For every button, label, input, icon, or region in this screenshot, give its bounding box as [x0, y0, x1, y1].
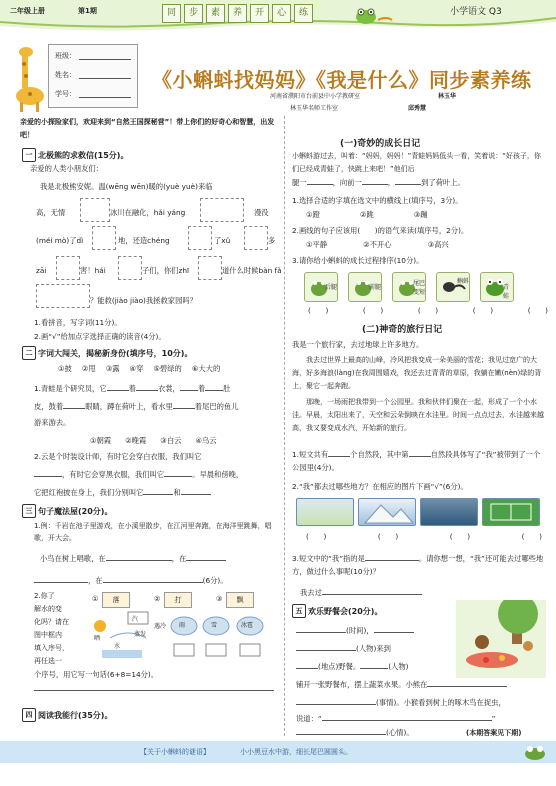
- cycle-word: 蒸发: [134, 631, 147, 638]
- fill-sentence: [296, 660, 456, 673]
- letter-text: 多: [268, 236, 276, 245]
- sentence-part: 3.短文中的“我”指的是: [292, 554, 365, 563]
- footer-riddle: 小小黑豆水中游，细长尾巴圆圆头。: [240, 748, 352, 756]
- sentence-part: (时间)，: [346, 626, 374, 635]
- order-blank[interactable]: ( ): [308, 306, 329, 315]
- section-1-header: [22, 148, 128, 162]
- letter-text: 子们，你们zhī: [142, 266, 189, 275]
- sentence-part: 和: [173, 488, 181, 497]
- word-options: [58, 362, 220, 375]
- pinyin-writing-box[interactable]: [118, 256, 142, 280]
- section-title: 北极熊的求救信(15分)。: [38, 150, 129, 160]
- letter-text: 地，还造chéng: [118, 236, 170, 245]
- question-line: 填入序号，: [34, 644, 69, 652]
- sentence-part: 衣裳，: [157, 384, 180, 393]
- word-option: ⑤碧绿的: [153, 364, 182, 373]
- question-text: 个序号，用它写一句话(6+8=14分)。: [34, 670, 159, 679]
- question-text: 2.“我”都去过哪些地方？在相应的图片下画“√”(6分)。: [292, 482, 468, 491]
- fill-sentence: [34, 400, 278, 413]
- sentence-part: 铺开一张野餐布，摆上蔬菜水果。小熊在: [296, 680, 428, 689]
- section-number: 三: [22, 504, 36, 518]
- cycle-label: 飘: [226, 592, 254, 608]
- answer-option[interactable]: ③高兴: [427, 240, 449, 249]
- question-line: 2.你了: [34, 592, 55, 600]
- check-blank[interactable]: ( ): [306, 532, 327, 541]
- question-text: [292, 448, 544, 474]
- frog-stage-card: [436, 272, 470, 302]
- question-text: 3.请你给小蝌蚪的成长过程排序(10分)。: [292, 256, 424, 265]
- answer-blank[interactable]: [362, 184, 388, 185]
- answer-blank[interactable]: [181, 494, 211, 495]
- answer-option[interactable]: ①平静: [306, 240, 328, 249]
- sentence-part: 小鸟在树上唱歌，在: [40, 554, 106, 563]
- banner-char: 开: [250, 4, 269, 23]
- pinyin-writing-box[interactable]: [198, 256, 222, 280]
- issue-label: 第1期: [78, 7, 97, 15]
- word-option: ④乌云: [195, 436, 217, 445]
- answer-blank[interactable]: [103, 582, 203, 583]
- sentence-part: 。请你想一想，“我”还可能去过哪些地方，做过什么事呢(10分)？: [292, 554, 544, 576]
- check-blank[interactable]: ( ): [521, 532, 542, 541]
- word-option: ⑥大大的: [191, 364, 221, 373]
- pinyin-writing-box[interactable]: [188, 226, 212, 250]
- sentence-part: 它把红袍披在身上，我们分别叫它: [34, 488, 144, 497]
- water-cycle-illustration: [88, 608, 278, 664]
- pinyin-writing-box[interactable]: [80, 198, 110, 222]
- section-4-header: [22, 708, 112, 722]
- header-strip: [0, 0, 556, 40]
- cycle-word: 冰雹: [241, 622, 254, 629]
- answer-blank[interactable]: [164, 476, 192, 477]
- scenery-field-image: [482, 498, 540, 526]
- letter-text: 高，无情: [36, 208, 66, 217]
- cycle-word: 水: [114, 643, 121, 650]
- cycle-number: ①: [92, 595, 99, 603]
- sentence-part: 皮，鼓着: [34, 402, 64, 411]
- reading-passage: 我去过世界上最高的山峰，冷风把我变成一朵美丽的雪花；我见过宽广的大海，好多海浪(làng)在我周围嬉戏，我还去过青青的草原，我躺在嫩(nèn)绿的背上，聚它一起奔跑。: [292, 356, 542, 390]
- fill-sentence: [296, 726, 466, 739]
- answer-blank[interactable]: [34, 476, 62, 477]
- answer-blank[interactable]: [328, 456, 350, 457]
- answer-option[interactable]: ②跳: [359, 210, 374, 219]
- question-text: 2.画线的句子应该用( )的语气来读(填序号，2分)。: [292, 226, 469, 235]
- answer-blank[interactable]: [365, 560, 419, 561]
- answer-line-row: [300, 586, 544, 599]
- class-field-label: 班级：: [55, 52, 76, 60]
- author-name: 林玉华: [438, 93, 457, 100]
- answer-line[interactable]: [34, 690, 274, 691]
- pinyin-writing-box[interactable]: [92, 226, 116, 250]
- fill-sentence: [34, 574, 280, 587]
- answer-blank[interactable]: [296, 632, 346, 633]
- sentence-part: 我去过: [300, 588, 322, 597]
- sentence-part: 个自然段，其中第: [350, 450, 409, 459]
- pinyin-writing-box[interactable]: [36, 284, 90, 308]
- question-line: 再任选一: [34, 657, 62, 665]
- footer-bar: [0, 741, 556, 763]
- answer-blank[interactable]: [395, 184, 421, 185]
- sentence-part: ，: [387, 178, 396, 187]
- sentence-part: 着: [197, 384, 206, 393]
- answer-blank[interactable]: [296, 650, 356, 651]
- banner-char: 心: [272, 4, 291, 23]
- class-field-line[interactable]: [79, 59, 131, 60]
- check-blank[interactable]: ( ): [377, 532, 399, 541]
- example-sentence: 1.例：千岩在池子里游戏，在小溪里散步，在江河里奔跑，在海洋里跳舞，唱歌，开大会。: [34, 522, 272, 542]
- section-number: 一: [22, 148, 36, 162]
- section-number: 二: [22, 346, 36, 360]
- cycle-label: 落: [102, 592, 130, 608]
- sentence-part: 肚: [223, 384, 231, 393]
- answer-blank[interactable]: [63, 408, 85, 409]
- word-options: [90, 434, 217, 447]
- page-title: 《小蝌蚪找妈妈》《我是什么》同步素养练: [152, 68, 532, 92]
- answer-blank[interactable]: [136, 390, 158, 391]
- sentence-part: 到了荷叶上。: [421, 178, 465, 187]
- scenery-sea-image: [420, 498, 478, 526]
- answer-options: [306, 238, 449, 251]
- section-number: 五: [292, 604, 306, 618]
- water-cycle-diagram: [88, 590, 278, 666]
- pinyin-writing-box[interactable]: [200, 198, 244, 222]
- scenery-river-image: [296, 498, 354, 526]
- answer-blank[interactable]: [307, 184, 333, 185]
- answer-blank[interactable]: [374, 632, 414, 633]
- word-option: ①朝霞: [90, 436, 112, 445]
- answer-blank[interactable]: [296, 668, 318, 669]
- sentence-part: ，在: [88, 576, 103, 585]
- sentence-part: 。早晨和傍晚，: [192, 470, 244, 479]
- sentence-part: 自然段具体写了“我”被带到了一个公园里(4分)。: [292, 450, 541, 472]
- word-option: ②甩: [81, 364, 96, 373]
- fill-sentence: [34, 486, 278, 499]
- sentence-part: 着: [128, 384, 136, 393]
- reading-passage: 我是一个旅行家，去过地球上许多地方。: [292, 340, 424, 349]
- order-blank[interactable]: ( ): [527, 306, 548, 315]
- letter-text: 漫没: [254, 208, 269, 217]
- answer-blank[interactable]: [296, 734, 386, 735]
- reading-passage: 小蝌蚪游过去，叫着：“妈妈，妈妈！”青蛙妈妈低头一看，笑着说：“好孩子，你们已经成青蛙了，快跳上来吧！”他们后: [292, 152, 541, 173]
- word-option: ③白云: [160, 436, 182, 445]
- frog-icon: [520, 743, 550, 761]
- fill-sentence: [296, 678, 546, 691]
- frog-stage-card: [392, 272, 426, 302]
- word-option: ②晚霞: [125, 436, 147, 445]
- cycle-number: ②: [154, 595, 161, 603]
- order-blank[interactable]: ( ): [472, 306, 494, 315]
- question-text: [292, 552, 544, 578]
- name-field-label: 姓名：: [55, 71, 76, 79]
- answer-blank[interactable]: [143, 494, 173, 495]
- banner: [162, 4, 316, 23]
- question-text: 2.画“√”给加点字选择正确的读音(4分)。: [34, 332, 166, 341]
- fill-sentence: [34, 382, 278, 395]
- sentence-part: ”: [491, 714, 496, 723]
- letter-text: 道什么时候bàn fǎ: [222, 266, 282, 275]
- banner-char: 同: [162, 4, 181, 23]
- question-line: 解水的变: [34, 605, 62, 613]
- sentence-part: 1.青蛙是个研究员，它: [34, 384, 107, 393]
- stage-label: 蝌蚪: [457, 278, 470, 285]
- subject-label: 小学语文 Q3: [450, 7, 502, 17]
- answer-option[interactable]: ③蹦: [413, 210, 428, 219]
- frog-stage-card: [348, 272, 382, 302]
- letter-text: zāi: [36, 266, 47, 275]
- banner-char: 养: [228, 4, 247, 23]
- sentence-part: ，有时它会穿黑衣服，我们叫它: [62, 470, 165, 479]
- order-blank[interactable]: ( ): [362, 306, 384, 315]
- question-line: 化吗？请在: [34, 618, 69, 626]
- question-text: 1.选择合适的字填在选文中的横线上(填序号，3分)。: [292, 196, 463, 205]
- footer-label: 【关于小蝌蚪的谜语】: [140, 748, 210, 756]
- answer-blank[interactable]: [409, 456, 431, 457]
- check-blank[interactable]: ( ): [449, 532, 471, 541]
- id-field-line[interactable]: [79, 97, 131, 98]
- answer-blank[interactable]: [322, 720, 492, 721]
- cycle-word: 汽: [132, 616, 139, 623]
- answer-blank[interactable]: [107, 390, 129, 391]
- answer-blank[interactable]: [173, 408, 195, 409]
- stage-label: 后腿: [325, 284, 338, 291]
- section-title: 阅读我能行(35分)。: [38, 710, 113, 720]
- fill-sentence: [296, 624, 456, 637]
- pinyin-writing-box[interactable]: [244, 226, 268, 250]
- cycle-word: 雨: [179, 622, 186, 629]
- sentence-part: 1.短文共有: [292, 450, 329, 459]
- letter-greeting: 亲爱的人类小朋友们：: [30, 164, 103, 173]
- answer-blank[interactable]: [34, 582, 88, 583]
- column-divider: [284, 116, 285, 736]
- answer-blank[interactable]: [427, 686, 507, 687]
- answer-blank[interactable]: [106, 560, 172, 561]
- section-5-header: [292, 604, 382, 618]
- word-option: ④穿: [129, 364, 144, 373]
- frog-logo-icon: [350, 6, 394, 26]
- answer-blank[interactable]: [296, 704, 376, 705]
- sentence-part: (地点)野餐。: [318, 662, 361, 671]
- stage-label: 尾巴变短: [413, 280, 426, 296]
- reading-passage: [292, 176, 544, 189]
- fill-sentence: [296, 642, 456, 655]
- giraffe-icon: [8, 44, 48, 114]
- author-name: 邱秀慧: [408, 105, 427, 112]
- cycle-word: 晒: [94, 635, 101, 642]
- cycle-word: 遇冷: [154, 623, 167, 630]
- answer-blank[interactable]: [360, 668, 388, 669]
- fill-sentence: [296, 696, 546, 709]
- picnic-illustration: [456, 600, 546, 678]
- fill-sentence: [296, 712, 546, 725]
- sentence-part: 着尾巴的鱼儿: [194, 402, 239, 411]
- id-field-label: 学号：: [55, 90, 76, 98]
- banner-char: 步: [184, 4, 203, 23]
- answer-option[interactable]: ①蹬: [306, 210, 320, 219]
- sentence-part: (6分)。: [202, 576, 228, 585]
- stage-label: 前腿: [369, 284, 382, 291]
- cycle-number: ③: [216, 595, 223, 603]
- sentence-part: (人物): [388, 662, 409, 671]
- section-title: 句子魔法屋(20分)。: [38, 506, 113, 516]
- frog-stage-card: [480, 272, 514, 302]
- author-affiliation: 河南省濮阳市台前县中小学教研室: [270, 93, 361, 100]
- section-3-header: [22, 504, 112, 518]
- reading-1-title: (一)奇妙的成长日记: [340, 139, 421, 149]
- sentence-part: (事情)。小猴看到树上的啄木鸟在捉虫，: [376, 698, 506, 707]
- pinyin-writing-box[interactable]: [56, 256, 80, 280]
- order-blank[interactable]: ( ): [417, 306, 439, 315]
- frog-stage-card: [304, 272, 338, 302]
- letter-text: 了xǔ: [214, 236, 231, 245]
- fill-sentence: [40, 552, 280, 565]
- section-title: 欢乐野餐会(20分)。: [308, 606, 383, 616]
- word-option: ③露: [105, 364, 120, 373]
- sentence-part: ，向前一: [332, 178, 362, 187]
- word-option: ①披: [58, 364, 72, 373]
- banner-char: 练: [294, 4, 313, 23]
- reading-2-title: (二)神奇的旅行日记: [362, 325, 443, 335]
- answer-blank[interactable]: [205, 390, 223, 391]
- banner-char: 素: [206, 4, 225, 23]
- fill-sentence: 2.云是个时装设计师，有时它会穿白衣服，我们叫它: [34, 452, 202, 461]
- sentence-part: (心情)。: [386, 728, 414, 737]
- sentence-part: ，在: [171, 554, 187, 563]
- letter-text: 害！hái: [80, 266, 106, 275]
- answer-blank[interactable]: [322, 594, 422, 595]
- letter-text: ？能救(jiào jiào)我拯救家园吗？: [90, 296, 197, 305]
- grade-label: 二年级上册: [10, 7, 45, 15]
- fill-sentence: [34, 468, 278, 481]
- answer-options: [306, 208, 428, 221]
- intro-text: 亲爱的小探险家们，欢迎来到“自然王国探秘营”！带上你们的好奇心和智慧，出发吧！: [20, 118, 275, 139]
- letter-text: 冰川在融化，hǎi yáng: [110, 208, 186, 217]
- name-field-line[interactable]: [79, 78, 131, 79]
- sentence-part: 说道：“: [296, 714, 322, 723]
- answer-option[interactable]: ②不开心: [363, 240, 392, 249]
- section-title: 字词大闯关，揭秘新身份(填序号，10分)。: [38, 348, 193, 358]
- sentence-part: 腿一: [292, 178, 307, 187]
- order-blanks: [308, 304, 548, 317]
- scenery-mountain-image: [358, 498, 416, 526]
- question-text: [34, 590, 69, 668]
- picture-check-blanks: [306, 530, 542, 543]
- stage-label: 青蛙: [503, 284, 510, 300]
- cycle-word: 雪: [211, 622, 218, 629]
- reading-passage: 那晚，一场雨把我带到一个公园里。我和伙伴们聚在一起，形成了一个小水洼。早晨，太阳出来了，天空和云朵倒映在水洼里。时间一点点过去，水洼越来越高，我又要变成水汽，开始新的旅行。: [292, 398, 544, 432]
- answer-note: (本期答案见下期): [466, 729, 522, 737]
- answer-blank[interactable]: [180, 390, 198, 391]
- cycle-label: 打: [164, 592, 192, 608]
- section-2-header: [22, 346, 192, 360]
- question-line: 图中框内: [34, 631, 62, 639]
- sentence-part: 眼睛，蹲在荷叶上，看水里: [85, 402, 173, 411]
- fill-sentence: 游来游去。: [34, 418, 71, 427]
- sentence-part: (人物)来到: [356, 644, 391, 653]
- letter-text: 我是北极熊安妮。温(wēng wēn)暖的(yuè yuè)来临: [40, 182, 213, 191]
- letter-text: (méi mò)了dì: [36, 236, 84, 245]
- question-text: 1.看拼音，写字词(11分)。: [34, 318, 122, 327]
- author-workshop: 林玉华名师工作室: [290, 105, 339, 112]
- student-info-box: [48, 44, 138, 108]
- answer-blank[interactable]: [186, 560, 226, 561]
- section-number: 四: [22, 708, 36, 722]
